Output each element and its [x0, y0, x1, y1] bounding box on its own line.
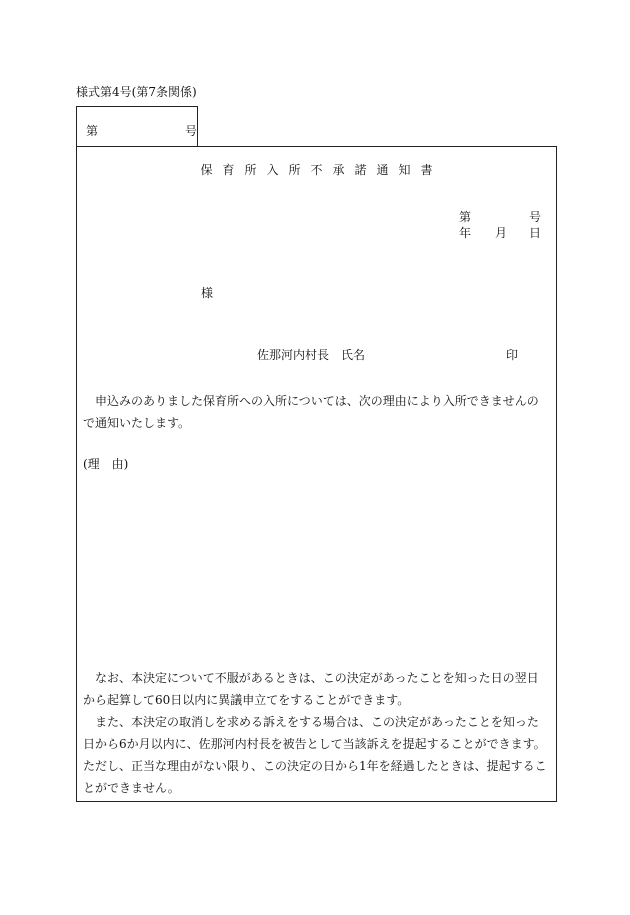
form-label: 様式第4号(第7条関係) [76, 85, 197, 99]
addressee-sama: 様 [201, 286, 214, 300]
seal-mark: 印 [506, 348, 519, 362]
appeal-paragraph-2: また、本決定の取消しを求める訴えをする場合は、この決定があったことを知った日から6か月以内に、佐那河内村長を被告として当該訴えを提起することができます。ただし、正当な理由がない限り、この決定の日から1年を経過したときは、提起することができません。 [83, 715, 547, 795]
document-title: 保育所入所不承諾通知書 [200, 163, 443, 177]
reference-dai: 第 [459, 210, 472, 224]
issuer-name: 佐那河内村長 氏名 [257, 348, 366, 362]
reference-go: 号 [529, 210, 542, 224]
reason-heading: (理 由) [83, 457, 129, 471]
notice-paragraph: 申込みのありました保育所への入所については、次の理由により入所できませんので通知いたします。 [83, 394, 539, 430]
number-box-dai: 第 [86, 124, 99, 138]
document-body [76, 146, 557, 802]
number-box [76, 106, 198, 146]
date-day: 日 [529, 226, 542, 240]
appeal-paragraph-1: なお、本決定について不服があるときは、この決定があったことを知った日の翌日から起算して60日以内に異議申立てをすることができます。 [83, 671, 539, 707]
date-month: 月 [495, 226, 508, 240]
date-year: 年 [459, 226, 472, 240]
number-box-go: 号 [185, 124, 198, 138]
